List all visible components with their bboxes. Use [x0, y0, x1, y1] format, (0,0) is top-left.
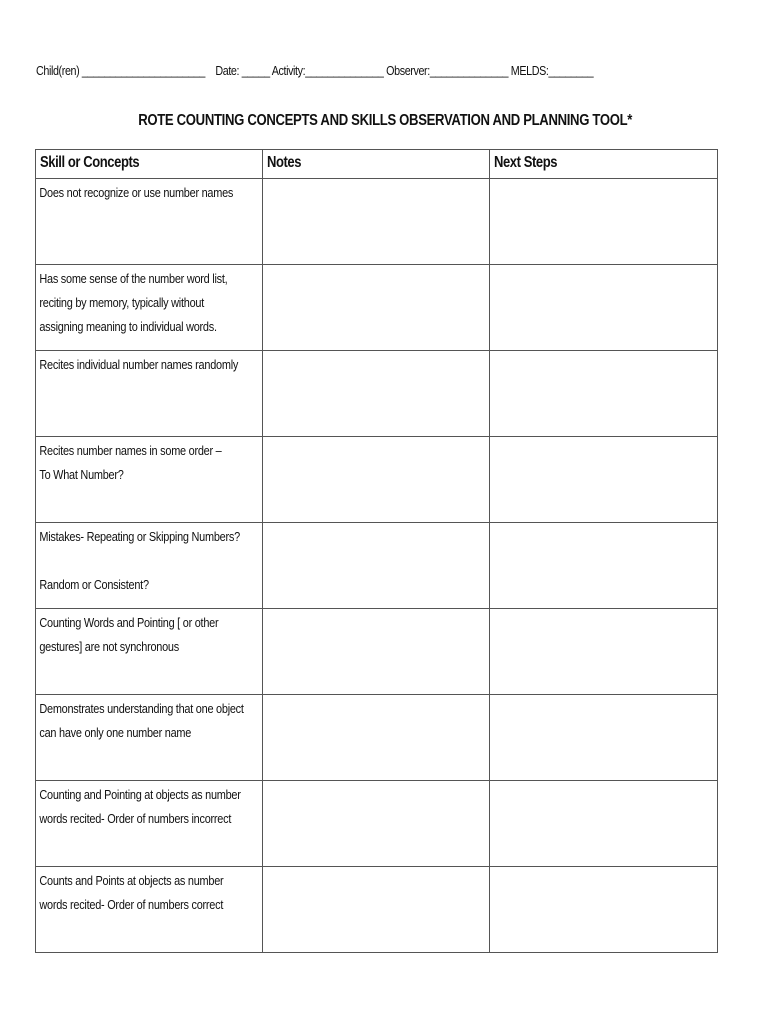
- skill-line: Recites number names in some order –: [39, 443, 222, 458]
- skill-cell: [36, 609, 263, 695]
- form-header-fields: [36, 64, 638, 78]
- next-steps-cell[interactable]: [490, 351, 718, 437]
- skill-text: [36, 265, 259, 339]
- skill-cell: [36, 265, 263, 351]
- skill-text: [36, 867, 259, 917]
- observation-table: [35, 149, 718, 953]
- notes-cell[interactable]: [263, 695, 490, 781]
- skill-line: can have only one number name: [39, 725, 192, 740]
- table-row: [36, 351, 718, 437]
- table-row: [36, 437, 718, 523]
- table-row: [36, 781, 718, 867]
- notes-cell[interactable]: [263, 179, 490, 265]
- table-row: [36, 523, 718, 609]
- skill-text: [36, 437, 259, 487]
- next-steps-cell[interactable]: [490, 265, 718, 351]
- next-steps-cell[interactable]: [490, 437, 718, 523]
- activity-field[interactable]: Activity:______________: [271, 64, 384, 78]
- skill-text: [36, 523, 259, 597]
- notes-cell[interactable]: [263, 437, 490, 523]
- next-steps-cell[interactable]: [490, 179, 718, 265]
- skill-line: Counts and Points at objects as number: [39, 873, 224, 888]
- table-row: [36, 867, 718, 953]
- skill-cell: [36, 867, 263, 953]
- skill-cell: [36, 523, 263, 609]
- observer-field[interactable]: Observer:______________: [386, 64, 509, 78]
- skill-line: reciting by memory, typically without: [39, 295, 205, 310]
- column-header-notes: Notes: [263, 150, 490, 179]
- skill-text: [36, 351, 259, 377]
- column-header-next-steps: Next Steps: [490, 150, 718, 179]
- skill-line: words recited- Order of numbers correct: [39, 897, 224, 912]
- children-field[interactable]: Child(ren) ______________________: [36, 64, 205, 78]
- skill-text: [36, 609, 259, 659]
- skill-line: Random or Consistent?: [39, 577, 149, 592]
- skill-line: Recites individual number names randomly: [39, 357, 239, 372]
- skill-line: Demonstrates understanding that one object: [39, 701, 244, 716]
- notes-cell[interactable]: [263, 351, 490, 437]
- melds-field[interactable]: MELDS:________: [510, 64, 594, 78]
- skill-cell: [36, 781, 263, 867]
- table-row: [36, 265, 718, 351]
- next-steps-cell[interactable]: [490, 867, 718, 953]
- skill-line: [39, 549, 259, 573]
- skill-text: [36, 179, 259, 205]
- skill-cell: [36, 695, 263, 781]
- skill-line: words recited- Order of numbers incorrect: [39, 811, 232, 826]
- column-header-skill: Skill or Concepts: [36, 150, 263, 179]
- skill-cell: [36, 437, 263, 523]
- notes-cell[interactable]: [263, 265, 490, 351]
- next-steps-cell[interactable]: [490, 523, 718, 609]
- next-steps-cell[interactable]: [490, 781, 718, 867]
- date-field[interactable]: Date: _____: [215, 64, 270, 78]
- skill-line: Mistakes- Repeating or Skipping Numbers?: [39, 529, 240, 544]
- skill-line: Has some sense of the number word list,: [39, 271, 228, 286]
- skill-cell: [36, 179, 263, 265]
- notes-cell[interactable]: [263, 523, 490, 609]
- table-header-row: [36, 150, 718, 179]
- skill-text: [36, 781, 259, 831]
- notes-cell[interactable]: [263, 781, 490, 867]
- skill-line: Counting and Pointing at objects as number: [39, 787, 241, 802]
- document-title: ROTE COUNTING CONCEPTS AND SKILLS OBSERVATION AND PLANNING TOOL*: [138, 112, 632, 129]
- table-row: [36, 179, 718, 265]
- notes-cell[interactable]: [263, 609, 490, 695]
- skill-line: To What Number?: [39, 467, 124, 482]
- notes-cell[interactable]: [263, 867, 490, 953]
- skill-line: gestures] are not synchronous: [39, 639, 179, 654]
- skill-cell: [36, 351, 263, 437]
- next-steps-cell[interactable]: [490, 695, 718, 781]
- skill-text: [36, 695, 259, 745]
- skill-line: Counting Words and Pointing [ or other: [39, 615, 219, 630]
- skill-line: Does not recognize or use number names: [39, 185, 234, 200]
- table-row: [36, 609, 718, 695]
- table-row: [36, 695, 718, 781]
- next-steps-cell[interactable]: [490, 609, 718, 695]
- skill-line: assigning meaning to individual words.: [39, 319, 217, 334]
